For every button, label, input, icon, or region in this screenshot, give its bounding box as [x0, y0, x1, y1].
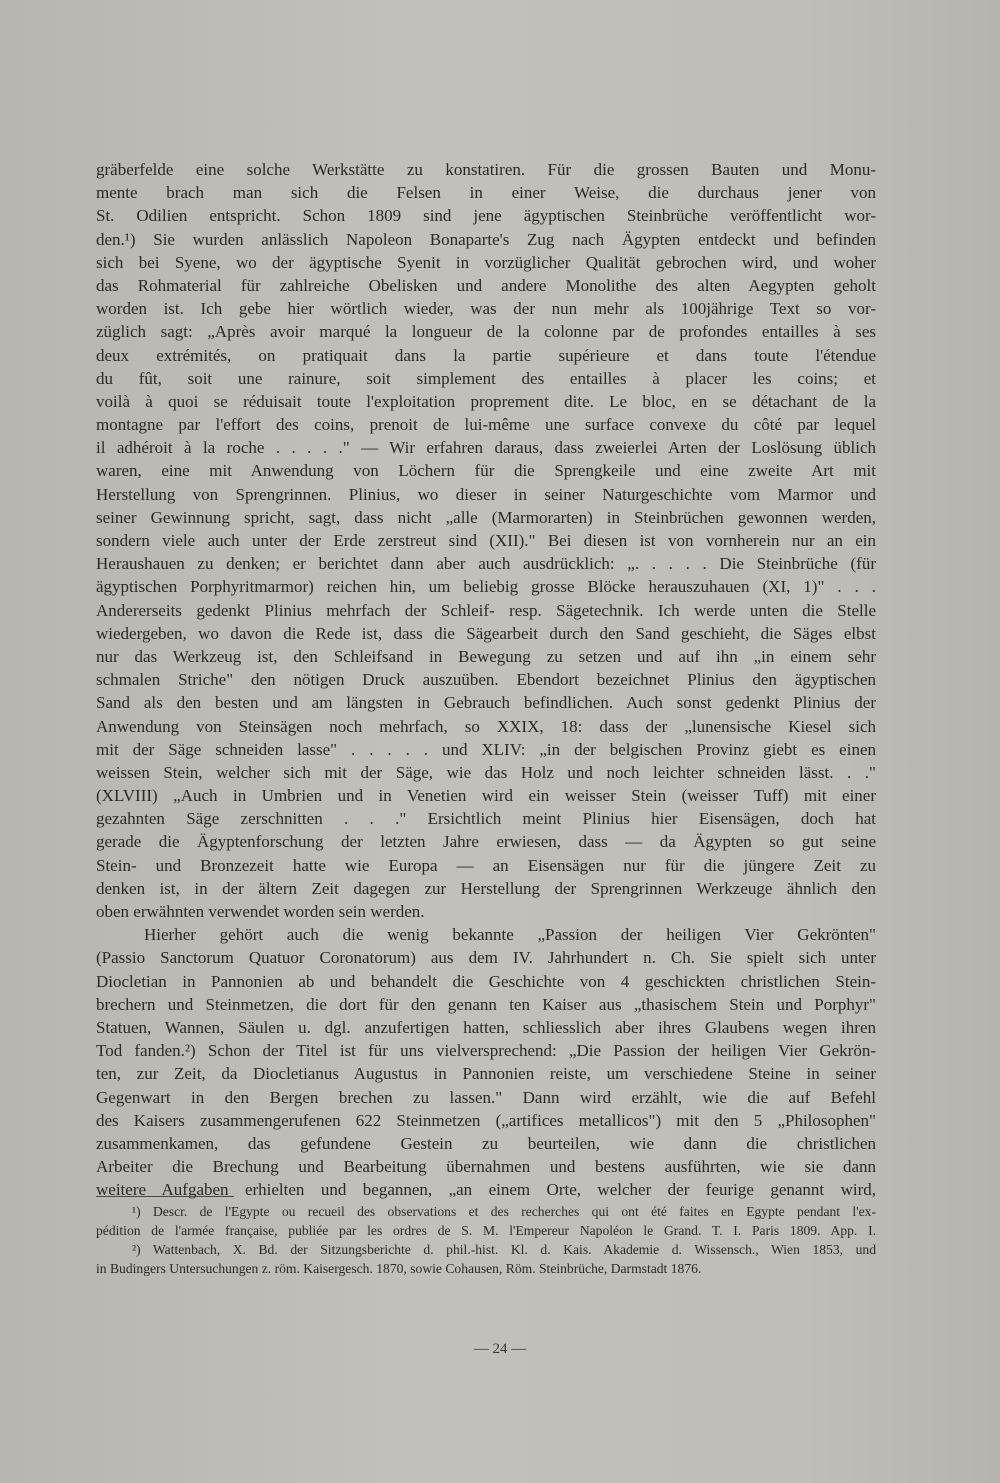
text-line: worden ist. Ich gebe hier wörtlich wieder, was der nun mehr als 100jährige Text so vor- [96, 299, 876, 319]
text-line: Herstellung von Sprengrinnen. Plinius, wo dieser in seiner Naturgeschichte vom Marmor und [96, 484, 876, 504]
footnotes [96, 1202, 876, 1278]
text-line: montagne par l'effort des coins, prenoit de lui-même une surface convexe du côté par lequel [96, 415, 876, 435]
text-line: (Passio Sanctorum Quatuor Coronatorum) aus dem IV. Jahrhundert n. Ch. Sie spielt sich unter [96, 948, 876, 968]
text-line: waren, eine mit Anwendung von Löchern für die Sprengkeile und eine zweite Art mit [96, 461, 876, 481]
text-line: brechern und Steinmetzen, die dort für den genann ten Kaiser aus „thasischem Stein und Porphyr" [96, 994, 876, 1014]
footnote-line: ²) Wattenbach, X. Bd. der Sitzungsberichte d. phil.-hist. Kl. d. Kais. Akademie d. Wissensch., Wien 1853, und [132, 1242, 876, 1257]
text-line: deux extrémités, on pratiquait dans la partie supérieure et dans toute l'étendue [96, 345, 876, 365]
page-number: — 24 — [473, 1341, 527, 1357]
text-line: den.¹) Sie wurden anlässlich Napoleon Bonaparte's Zug nach Ägypten entdeckt und befinden [96, 229, 876, 249]
text-line: seiner Gewinnung spricht, sagt, dass nicht „alle (Marmorarten) in Steinbrüchen gewonnen werden, [96, 507, 876, 527]
text-line: gerade die Ägyptenforschung der letzten Jahre erwiesen, dass — da Ägypten so gut seine [96, 832, 876, 852]
main-text [96, 158, 876, 1201]
text-line: Anwendung von Steinsägen noch mehrfach, so XXIX, 18: dass der „lunensische Kiesel sich [96, 716, 876, 736]
text-line: voilà à quoi se réduisait toute l'exploitation proprement dite. Le bloc, en se détachant de la [96, 391, 876, 411]
text-line: Tod fanden.²) Schon der Titel ist für uns vielversprechend: „Die Passion der heiligen Vier Gekrön- [96, 1041, 876, 1061]
text-line: Arbeiter die Brechung und Bearbeitung übernahmen und bestens ausführten, wie sie dann [96, 1157, 876, 1177]
text-line: gräberfelde eine solche Werkstätte zu konstatiren. Für die grossen Bauten und Monu- [96, 160, 876, 179]
text-line: schmalen Striche" den nötigen Druck auszuüben. Ebendort bezeichnet Plinius den ägyptischen [96, 670, 876, 690]
text-line: zusammenkamen, das gefundene Gestein zu beurteilen, wie dann die christlichen [96, 1133, 876, 1153]
text-line: Gegenwart in den Bergen brechen zu lassen." Dann wird erzählt, wie die auf Befehl [96, 1087, 876, 1107]
text-line: weitere Aufgaben erhielten und begannen, „an einem Orte, welcher der feurige genannt wird, [96, 1180, 876, 1200]
footnote-line: pédition de l'armée française, publiée par les ordres de S. M. l'Empereur Napoléon le Grand. T. I. Paris 1809. App. I. [96, 1223, 876, 1238]
text-line: denken ist, in der ältern Zeit dagegen zur Herstellung der Sprengrinnen Werkzeuge ähnlich den [96, 878, 876, 898]
text-line: ten, zur Zeit, da Diocletianus Augustus in Pannonien reiste, um verschiedene Steine in seiner [96, 1064, 876, 1084]
text-line: Sand als den besten und am längsten in Gebrauch befindlichen. Auch sonst gedenkt Plinius der [96, 693, 876, 713]
footnote-line: ¹) Descr. de l'Egypte ou recueil des observations et des recherches qui ont été faites en Egypte pendant l'ex- [132, 1204, 876, 1219]
text-line: Andererseits gedenkt Plinius mehrfach der Schleif- resp. Sägetechnik. Ich werde unten die Stelle [96, 600, 876, 620]
footnote-line: in Budingers Untersuchungen z. röm. Kaisergesch. 1870, sowie Cohausen, Röm. Steinbrüche, Darmstadt 1876. [96, 1261, 702, 1276]
text-line: weissen Stein, welcher sich mit der Säge, wie das Holz und noch leichter schneiden lässt. . ." [96, 762, 876, 782]
text-line: wiedergeben, wo davon die Rede ist, dass die Sägearbeit durch den Sand geschieht, die Säges elbst [96, 623, 876, 643]
text-line: sondern viele auch unter der Erde zerstreut sind (XII)." Bei diesen ist von vornherein nur an ein [96, 531, 876, 550]
text-line: züglich sagt: „Après avoir marqué la longueur de la colonne par de profondes entailles à ses [96, 322, 876, 342]
paragraph-end-line: oben erwähnten verwendet worden sein werden. [96, 902, 425, 921]
text-line: (XLVIII) „Auch in Umbrien und in Venetien wird ein weisser Stein (weisser Tuff) mit einer [96, 786, 876, 806]
text-line: das Rohmaterial für zahlreiche Obelisken und andere Monolithe des alten Aegypten geholt [96, 275, 876, 295]
text-line: du fût, soit une rainure, soit simplement des entailles à placer les coins; et [96, 368, 876, 388]
text-line: des Kaisers zusammengerufenen 622 Steinmetzen („artifices metallicos") mit den 5 „Philosophen" [96, 1110, 876, 1130]
text-line: Stein- und Bronzezeit hatte wie Europa — an Eisensägen nur für die jüngere Zeit zu [96, 855, 876, 875]
text-line: sich bei Syene, wo der ägyptische Syenit in vorzüglicher Qualität gebrochen wird, und woher [96, 252, 876, 272]
text-line: il adhéroit à la roche . . . . ." — Wir erfahren daraus, dass zweierlei Arten der Loslösung üblich [96, 438, 876, 458]
text-line: St. Odilien entspricht. Schon 1809 sind jene ägyptischen Steinbrüche veröffentlicht wor- [96, 206, 876, 226]
paragraph-start-line: Hierher gehört auch die wenig bekannte „Passion der heiligen Vier Gekrönten" [144, 925, 876, 945]
text-line: Heraushauen zu denken; er berichtet dann aber auch ausdrücklich: „. . . . . Die Steinbrüche (für [96, 554, 876, 574]
text-line: gezahnten Säge zerschnitten . . ." Ersichtlich meint Plinius hier Eisensägen, doch hat [96, 809, 876, 829]
footnote-divider [96, 1196, 234, 1197]
text-line: mente brach man sich die Felsen in einer Weise, die durchaus jener von [96, 183, 876, 203]
text-line: Statuen, Wannen, Säulen u. dgl. anzufertigen hatten, schliesslich aber ihres Glaubens wegen ihren [96, 1017, 876, 1037]
text-line: ägyptischen Porphyritmarmor) reichen hin, um beliebig grosse Blöcke herauszuhauen (XI, 1)" . . . [96, 577, 876, 597]
text-line: Diocletian in Pannonien ab und behandelt die Geschichte von 4 geschickten christlichen Stein- [96, 971, 876, 991]
text-line: nur das Werkzeug ist, den Schleifsand in Bewegung zu setzen und auf ihn „in einem sehr [96, 646, 876, 666]
text-line: mit der Säge schneiden lasse" . . . . . und XLIV: „in der belgischen Provinz giebt es einen [96, 739, 876, 759]
